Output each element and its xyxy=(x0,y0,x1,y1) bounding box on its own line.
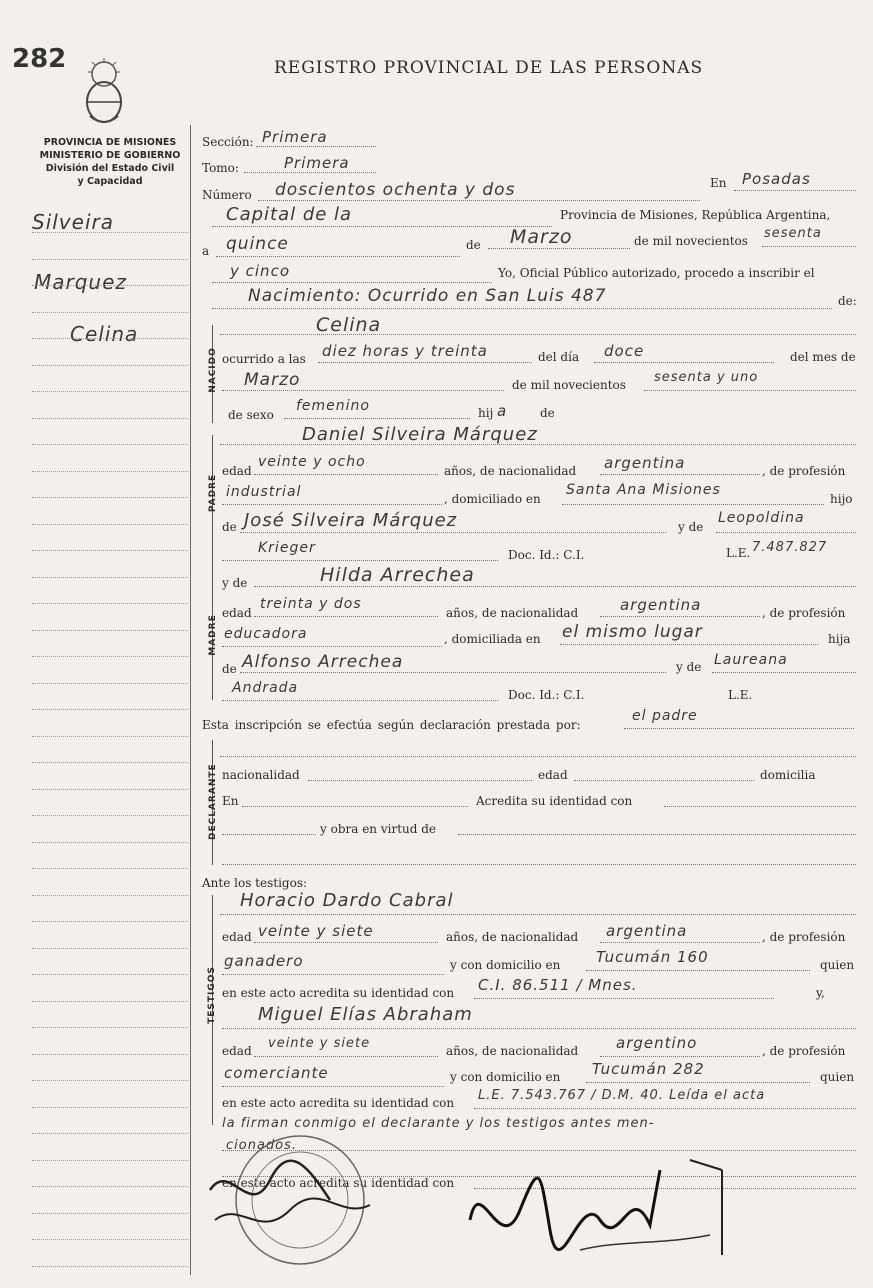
madre-dom-value: el mismo lugar xyxy=(562,622,703,642)
padre-doc-label: Doc. Id.: C.I. xyxy=(508,548,585,562)
mes-nac-value: Marzo xyxy=(244,370,301,390)
left-margin-line xyxy=(32,1133,188,1134)
left-margin-line xyxy=(32,1266,188,1267)
left-margin-line xyxy=(32,524,188,525)
left-margin-line xyxy=(32,232,188,233)
hij-suffix: a xyxy=(497,402,508,420)
t1-dom-label: y con domicilio en xyxy=(450,958,561,972)
en-value-2: Capital de la xyxy=(226,204,353,225)
hijo-label: hijo xyxy=(830,492,853,506)
left-margin-line xyxy=(32,365,188,366)
left-margin-line xyxy=(32,550,188,551)
numero-value: doscientos ochenta y dos xyxy=(275,180,516,200)
left-margin-line xyxy=(32,683,188,684)
t1-nac-label: años, de nacionalidad xyxy=(446,930,579,944)
left-margin-line xyxy=(32,1213,188,1214)
left-margin-line xyxy=(32,285,188,286)
padre-yde-label: y de xyxy=(678,520,704,534)
t1-quien-label: quien xyxy=(820,958,855,972)
madre-yde-label: y de xyxy=(222,576,248,590)
t2-prof-label: , de profesión xyxy=(762,1044,846,1058)
declarante-line-1 xyxy=(220,740,856,757)
left-header xyxy=(20,136,200,188)
padre-edad-value: veinte y ocho xyxy=(258,454,366,470)
anio2-value: y cinco xyxy=(230,262,290,280)
anio-nac-value: sesenta y uno xyxy=(654,370,759,385)
sexo-label: de sexo xyxy=(228,408,274,422)
left-margin-line xyxy=(32,1054,188,1055)
en-label: En xyxy=(710,176,727,190)
left-margin-line xyxy=(32,789,188,790)
padre-dom-label: , domiciliado en xyxy=(444,492,541,506)
madre-de-value: Alfonso Arrechea xyxy=(242,652,404,672)
madre-yde3-value: Andrada xyxy=(232,680,299,696)
t1-id-value: C.I. 86.511 / Mnes. xyxy=(478,976,638,994)
nacido-side-label: NACIDO xyxy=(208,347,218,393)
anio-value: sesenta xyxy=(764,226,822,241)
padre-prof-label: , de profesión xyxy=(762,464,846,478)
decl-domicilia-label: domicilia xyxy=(760,768,816,782)
padre-dom-value: Santa Ana Misiones xyxy=(566,482,721,498)
t1-edad-label: edad xyxy=(222,930,252,944)
t2-nac-value: argentino xyxy=(616,1034,698,1052)
left-margin-line xyxy=(32,630,188,631)
t3-acto-label: en este acto acredita su identidad con xyxy=(222,1176,455,1190)
yo-oficial-label: Yo, Oficial Público autorizado, procedo a inscribir el xyxy=(498,266,815,280)
margin-surname-2: Marquez xyxy=(34,270,127,294)
inscripcion-label: Esta inscripción se efectúa según declaración prestada por: xyxy=(202,718,581,732)
tomo-label: Tomo: xyxy=(202,161,239,175)
padre-de-value: José Silveira Márquez xyxy=(244,510,458,531)
t1-nac-value: argentina xyxy=(606,922,688,940)
left-margin-line xyxy=(32,577,188,578)
padre-le-label: L.E. xyxy=(726,546,751,560)
left-header-line3: División del Estado Civil xyxy=(45,163,175,174)
official-stamp-icon xyxy=(200,1130,400,1270)
madre-edad-value: treinta y dos xyxy=(260,596,362,612)
left-margin-line xyxy=(32,444,188,445)
padre-yde2-value: Krieger xyxy=(258,540,316,556)
t2-edad-label: edad xyxy=(222,1044,252,1058)
decl-nac-line xyxy=(308,764,532,781)
decl-obra-line-1 xyxy=(222,818,316,835)
coat-of-arms-icon xyxy=(78,56,130,132)
padre-side-label: PADRE xyxy=(208,473,218,513)
left-header-line2: MINISTERIO DE GOBIERNO xyxy=(39,150,181,161)
provincia-label: Provincia de Misiones, República Argentina, xyxy=(560,208,831,222)
padre-le-value: 7.487.827 xyxy=(752,540,828,555)
madre-de-label: de xyxy=(222,662,237,676)
mes-value: Marzo xyxy=(510,226,573,248)
t2-id-value: L.E. 7.543.767 / D.M. 40. Leída el acta xyxy=(478,1088,766,1103)
signature-icon xyxy=(460,1150,740,1270)
padre-prof-value: industrial xyxy=(226,484,302,500)
decl-edad-line xyxy=(574,764,754,781)
t2-prof-value: comerciante xyxy=(224,1064,329,1082)
de-label-2: de xyxy=(540,406,555,420)
column-divider xyxy=(190,125,191,1275)
t1-prof-label: , de profesión xyxy=(762,930,846,944)
madre-prof-value: educadora xyxy=(224,626,308,642)
left-margin-line xyxy=(32,1027,188,1028)
left-margin-line xyxy=(32,1239,188,1240)
madre-yde2-label: y de xyxy=(676,660,702,674)
madre-nombre-value: Hilda Arrechea xyxy=(320,564,475,586)
seccion-value: Primera xyxy=(262,128,328,146)
del-dia-label: del día xyxy=(538,350,580,364)
padre-edad-label: edad xyxy=(222,464,252,478)
declarante-side-label: DECLARANTE xyxy=(208,763,218,840)
left-margin-line xyxy=(32,762,188,763)
left-margin-line xyxy=(32,1080,188,1081)
nombre-value: Celina xyxy=(316,314,382,336)
left-header-line1: PROVINCIA DE MISIONES xyxy=(43,137,177,148)
left-margin-line xyxy=(32,338,188,339)
left-margin-line xyxy=(32,815,188,816)
numero-label: Número xyxy=(202,188,252,202)
mil-nov-label-2: de mil novecientos xyxy=(512,378,626,392)
left-margin-line xyxy=(32,418,188,419)
t2-quien-label: quien xyxy=(820,1070,855,1084)
padre-nac-value: argentina xyxy=(604,454,686,472)
padre-nombre-value: Daniel Silveira Márquez xyxy=(302,424,538,445)
left-margin-line xyxy=(32,603,188,604)
t2-dom-label: y con domicilio en xyxy=(450,1070,561,1084)
del-mes-label: del mes de xyxy=(790,350,856,364)
decl-en-line xyxy=(242,790,468,807)
left-margin-line xyxy=(32,312,188,313)
ante-testigos-label: Ante los testigos: xyxy=(202,876,308,890)
madre-nac-value: argentina xyxy=(620,596,702,614)
dia-nac-value: doce xyxy=(604,342,645,360)
left-margin-line xyxy=(32,842,188,843)
testigo1-value: Horacio Dardo Cabral xyxy=(240,890,454,911)
t2-line3-value: cionados. xyxy=(226,1138,298,1153)
left-margin-line xyxy=(32,471,188,472)
madre-nac-label: años, de nacionalidad xyxy=(446,606,579,620)
de-label-1: de xyxy=(466,238,481,252)
left-margin-line xyxy=(32,921,188,922)
madre-le-label: L.E. xyxy=(728,688,753,702)
tomo-value: Primera xyxy=(284,154,350,172)
en-value: Posadas xyxy=(742,170,811,188)
madre-doc-label: Doc. Id.: C.I. xyxy=(508,688,585,702)
t2-dom-value: Tucumán 282 xyxy=(592,1060,705,1078)
t1-edad-value: veinte y siete xyxy=(258,922,374,940)
left-margin-line xyxy=(32,868,188,869)
left-header-line4: y Capacidad xyxy=(77,176,143,187)
left-margin-line xyxy=(32,1186,188,1187)
seccion-label: Sección: xyxy=(202,135,254,149)
left-margin-line xyxy=(32,259,188,260)
declarante-value: el padre xyxy=(632,708,698,724)
left-margin-line xyxy=(32,656,188,657)
decl-line-last xyxy=(222,848,856,865)
t1-dom-value: Tucumán 160 xyxy=(596,948,709,966)
left-margin-line xyxy=(32,948,188,949)
left-margin-line xyxy=(32,736,188,737)
madre-yde2-value: Laureana xyxy=(714,652,788,668)
t1-acto-label: en este acto acredita su identidad con xyxy=(222,986,455,1000)
madre-prof-label: , de profesión xyxy=(762,606,846,620)
left-margin-line xyxy=(32,1001,188,1002)
dia-value: quince xyxy=(226,234,289,254)
padre-nac-label: años, de nacionalidad xyxy=(444,464,577,478)
margin-firstname: Celina xyxy=(70,322,139,346)
page-title: REGISTRO PROVINCIAL DE LAS PERSONAS xyxy=(274,58,704,78)
left-margin-line xyxy=(32,1107,188,1108)
hija-label: hija xyxy=(828,632,851,646)
padre-yde-value: Leopoldina xyxy=(718,510,805,526)
ocurrido-label: ocurrido a las xyxy=(222,352,306,366)
nacimiento-value: Nacimiento: Ocurrido en San Luis 487 xyxy=(248,286,607,306)
t2-line2-value: la firman conmigo el declarante y los testigos antes men- xyxy=(222,1116,655,1131)
madre-side-label: MADRE xyxy=(208,614,218,656)
decl-edad-label: edad xyxy=(538,768,568,782)
left-margin-line xyxy=(32,709,188,710)
sexo-value: femenino xyxy=(296,398,370,414)
hora-value: diez horas y treinta xyxy=(322,342,488,360)
decl-acredita-line xyxy=(664,790,856,807)
decl-nac-label: nacionalidad xyxy=(222,768,300,782)
margin-surname-1: Silveira xyxy=(32,210,114,234)
t2-nac-label: años, de nacionalidad xyxy=(446,1044,579,1058)
decl-obra-line-2 xyxy=(458,818,856,835)
left-margin-line xyxy=(32,391,188,392)
a-label: a xyxy=(202,244,210,258)
hij-label: hij xyxy=(478,406,494,420)
madre-dom-label: , domiciliada en xyxy=(444,632,541,646)
left-margin-line xyxy=(32,1160,188,1161)
padre-de-label: de xyxy=(222,520,237,534)
t2-edad-value: veinte y siete xyxy=(268,1036,371,1051)
de-colon-label: de: xyxy=(838,294,857,308)
t1-prof-value: ganadero xyxy=(224,952,304,970)
page-number: 282 xyxy=(12,44,67,74)
t2-acto-label: en este acto acredita su identidad con xyxy=(222,1096,455,1110)
left-margin-line xyxy=(32,497,188,498)
madre-edad-label: edad xyxy=(222,606,252,620)
decl-en-label: En xyxy=(222,794,239,808)
mil-nov-label-1: de mil novecientos xyxy=(634,234,748,248)
decl-obra-label: y obra en virtud de xyxy=(320,822,437,836)
decl-acredita-label: Acredita su identidad con xyxy=(476,794,633,808)
testigos-side-label: TESTIGOS xyxy=(207,966,217,1024)
testigo2-value: Miguel Elías Abraham xyxy=(258,1004,473,1025)
left-margin-line xyxy=(32,974,188,975)
t1-y-label: y, xyxy=(816,986,825,1000)
left-margin-line xyxy=(32,895,188,896)
